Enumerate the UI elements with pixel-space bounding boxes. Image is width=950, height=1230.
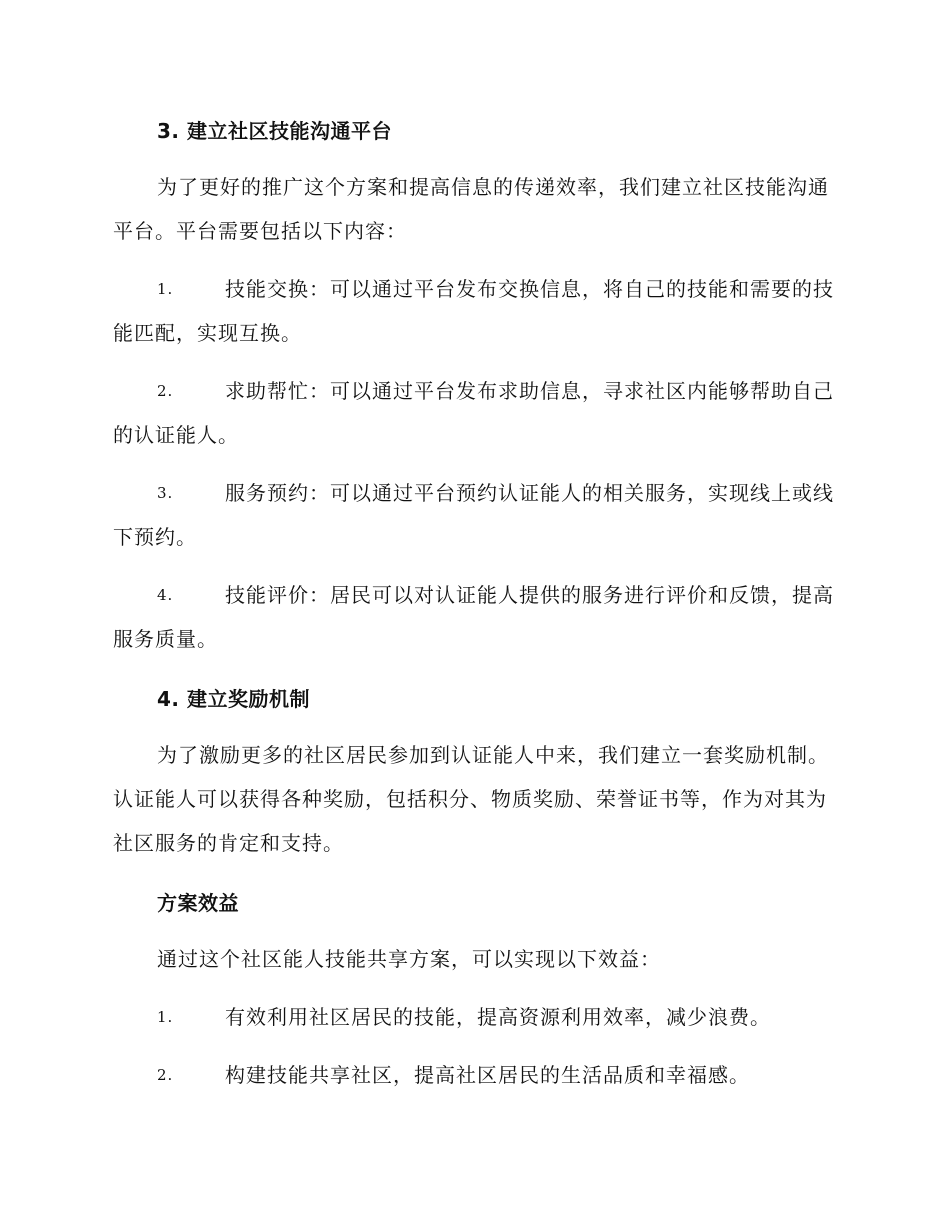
list-item-text: 技能交换：可以通过平台发布交换信息，将自己的技能和需要的技能匹配，实现互换。 — [113, 277, 834, 345]
list-item-text: 技能评价：居民可以对认证能人提供的服务进行评价和反馈，提高服务质量。 — [113, 583, 834, 651]
section-4-heading: 4. 建立奖励机制 — [157, 687, 310, 711]
list-item — [113, 267, 835, 355]
list-item — [113, 1053, 835, 1097]
benefits-intro: 通过这个社区能人技能共享方案，可以实现以下效益： — [157, 947, 661, 971]
list-item-number: 2. — [157, 382, 174, 400]
section-3-intro: 为了更好的推广这个方案和提高信息的传递效率，我们建立社区技能沟通平台。平台需要包括以下内容： — [113, 175, 829, 243]
list-item — [113, 369, 835, 457]
list-item — [113, 573, 835, 661]
list-item-number: 1. — [157, 1008, 174, 1026]
list-item-text: 服务预约：可以通过平台预约认证能人的相关服务，实现线上或线下预约。 — [113, 481, 834, 549]
section-3-heading: 3. 建立社区技能沟通平台 — [157, 119, 392, 143]
list-item-text: 有效利用社区居民的技能，提高资源利用效率，减少浪费。 — [225, 1005, 771, 1029]
list-item-number: 3. — [157, 484, 174, 502]
list-item-number: 2. — [157, 1066, 174, 1084]
list-item-text: 求助帮忙：可以通过平台发布求助信息，寻求社区内能够帮助自己的认证能人。 — [113, 379, 834, 447]
list-item-text: 构建技能共享社区，提高社区居民的生活品质和幸福感。 — [225, 1063, 750, 1087]
list-item — [113, 995, 835, 1039]
section-4-text: 为了激励更多的社区居民参加到认证能人中来，我们建立一套奖励机制。认证能人可以获得各种奖励，包括积分、物质奖励、荣誉证书等，作为对其为社区服务的肯定和支持。 — [113, 743, 829, 855]
list-item — [113, 471, 835, 559]
benefits-heading: 方案效益 — [157, 891, 239, 915]
list-item-number: 4. — [157, 586, 174, 604]
list-item-number: 1. — [157, 280, 174, 298]
